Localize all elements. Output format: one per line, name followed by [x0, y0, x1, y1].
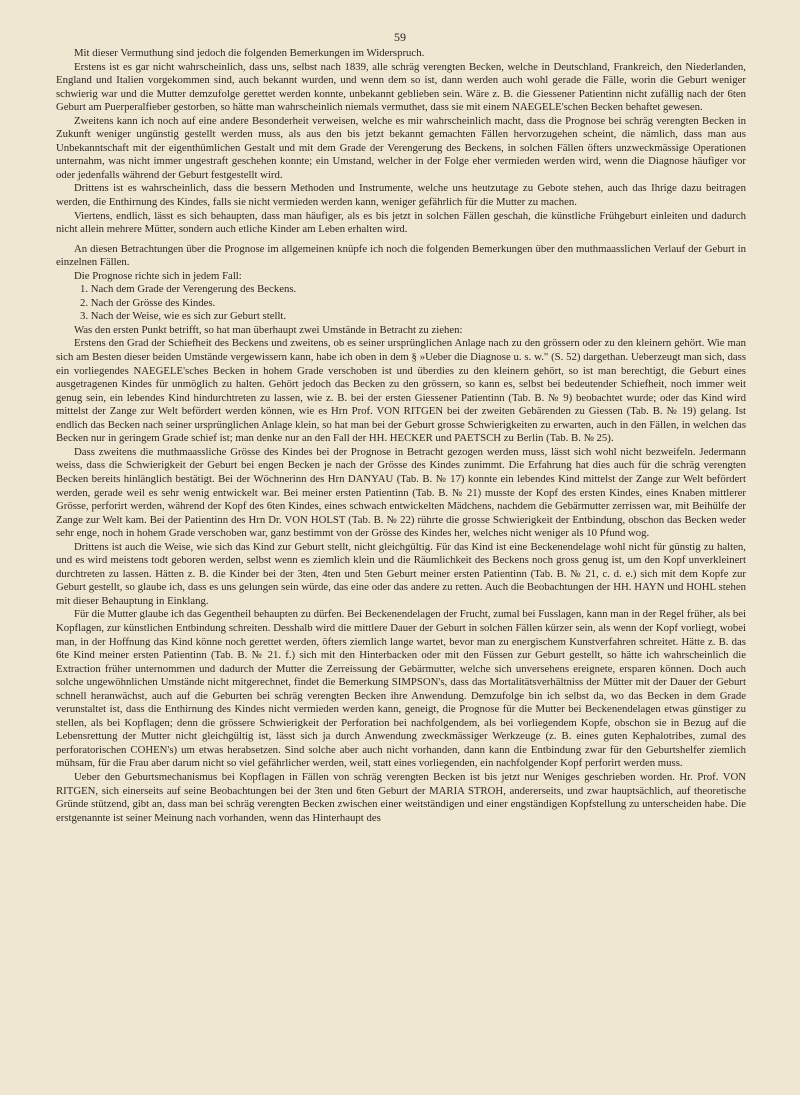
list-item: 1. Nach dem Grade der Verengerung des Beckens. — [80, 283, 297, 296]
paragraph: Drittens ist auch die Weise, wie sich das Kind zur Geburt stellt, nicht gleichgültig. Für das Kind ist eine Beckenendelage wohl nicht für günstig zu halten, und es wird meistens todt geboren werden, selbst wenn es ziemlich klein und die Räumlichkeit des Beckens noch gross genug ist, um den Kopf unverkleinert durchtreten zu lassen. Hätten z. B. die Kinder bei der 3ten, 4ten und 5ten Geburt meiner ersten Patientinn (Tab. B. № 21, c. d. e.) sich mit dem Kopfe zur Geburt gestellt, so glaube ich, dass es uns gelungen sein würde, das eine oder das andere zu retten. Auch die Beobachtungen der HH. HAYN und HOHL stehen mit dieser Behauptung in Einklang. — [56, 540, 746, 607]
paragraph: Die Prognose richte sich in jedem Fall: — [74, 269, 242, 282]
paragraph: Drittens ist es wahrscheinlich, dass die bessern Methoden und Instrumente, welche uns heutzutage zu Gebote stehen, auch das Ihrige dazu beitragen werden, die Enthirnung des Kindes, falls sie nicht vermieden werden kann, weniger gefährlich für die Mutter zu machen. — [56, 182, 746, 209]
paragraph: Ueber den Geburtsmechanismus bei Kopflagen in Fällen von schräg verengten Becken ist bis jetzt nur Weniges geschrieben worden. Hr. Prof. VON RITGEN, sich einerseits auf seine Beobachtungen bei der 3ten und 6ten Geburt der MARIA STROH, andererseits, und zwar hauptsächlich, auf theoretische Gründe stützend, gibt an, dass man bei schräg verengten Becken zwischen einer weitständigen und einer engständigen Kopfstellung zu unterscheiden habe. Die erstgenannte ist seiner Meinung nach vorhanden, wenn das Hinterhaupt des — [56, 770, 746, 824]
page-number: 59 — [394, 30, 406, 44]
list-item: 2. Nach der Grösse des Kindes. — [80, 296, 216, 309]
paragraph: Zweitens kann ich noch auf eine andere Besonderheit verweisen, welche es mir wahrscheinlich macht, dass die Prognose bei schräg verengten Becken in Zukunft weniger ungünstig gestellt werden muss, als aus den bis jetzt bekannt gemachten Fällen hervorzugehen scheint, die nämlich, dass man aus Unbekanntschaft mit der eigenthümlichen Gestalt und mit dem Grade der Verengerung des Beckens, in solchen Fällen öfters unzweckmässige Operationen unternahm, was nicht immer ungestraft geschehen konnte; ein Umstand, welcher in der Folge eher vermieden werden wird, wenn die Diagnose häufiger vor oder jedenfalls während der Geburt festgestellt wird. — [56, 114, 746, 181]
paragraph: Dass zweitens die muthmaassliche Grösse des Kindes bei der Prognose in Betracht gezogen werden muss, lässt sich wohl nicht bezweifeln. Jedermann weiss, dass die Schwierigkeit der Geburt bei engen Becken je nach der Grösse des Kindes zunimmt. Die Erfahrung hat dies auch für die schräg verengten Becken bereits hinlänglich bestätigt. Bei der Wöchnerinn des Hrn DANYAU (Tab. B. № 17) konnte ein lebendes Kind mittelst der Zange zur Welt befördert werden, gerade weil es sehr wenig entwickelt war. Bei meiner ersten Patientinn (Tab. B. № 21) musste der Kopf des ersten Kindes, eines Knaben mittlerer Grösse, perforirt werden, während der Kopf des 6ten Kindes, eines schwach entwickelten Mädchens, nachdem die Gebärmutter zerrissen war, mit Beihülfe der Zange zur Welt kam. Bei der Patientinn des Hrn Dr. VON HOLST (Tab. B. № 22) rührte die grosse Schwierigkeit der Entbindung, obschon das Becken weder sehr enge, noch in hohem Grade verschoben war, ganz bestimmt von der Grösse des Kindes her, welches nicht weniger als 10 Pfund wog. — [56, 445, 746, 540]
paragraph: Für die Mutter glaube ich das Gegentheil behaupten zu dürfen. Bei Beckenendelagen der Frucht, zumal bei Fusslagen, kann man in der Regel früher, als bei Kopflagen, zur künstlichen Entbindung schreiten. Desshalb wird die mittlere Dauer der Geburt in solchen Fällen kürzer sein, als wenn der Kopf vorliegt, wobei man, in der Hoffnung das Kind könne noch gerettet werden, öfters ziemlich lange wartet, bevor man zu energischem Kunstverfahren schreitet. Hätte z. B. das 6te Kind meiner ersten Patientinn (Tab. B. № 21. f.) sich mit den Hinterbacken oder mit den Füssen zur Geburt gestellt, so hätte ich wahrscheinlich die Extraction früher unternommen und dadurch der Mutter die Zerreissung der Gebärmutter, welche sich unversehens ereignete, ersparen können. Doch auch solche ungewöhnlichen Umstände nicht mitgerechnet, findet die Bemerkung SIMPSON's, dass das Mortalitätsverhältniss der Mütter mit der Dauer der Geburt schnell heranwächst, auch auf die Geburten bei schräg verengten Becken ihre Anwendung. Demzufolge bin ich selbst da, wo das Becken in dem Grade verunstaltet ist, dass die Enthirnung des Kindes nicht vermieden werden kann, geneigt, die Prognose für die Mutter bei Beckenendelagen etwas günstiger zu stellen, als bei Kopflagen; denn die grössere Schwierigkeit der Perforation bei nachfolgendem, als bei vorliegendem Kopfe, obschon sie in Bezug auf die Lebensrettung der Mutter nicht gleichgültig ist, lässt sich ja durch Anwendung zweckmässiger Werkzeuge (z. B. eines guten Kephalotribes, zumal des perforatorischen COHEN's) um etwas herabsetzen. Sind solche aber auch nicht vorhanden, dann kann die Entbindung zwar für den Geburtshelfer ziemlich mühsam, für die Frau aber darum nicht so viel gefährlicher werden, weil, statt eines vorliegenden, ein nachfolgender Kopf perforirt werden muss. — [56, 608, 746, 770]
paragraph: Mit dieser Vermuthung sind jedoch die folgenden Bemerkungen im Widerspruch. — [74, 47, 425, 59]
paragraph: Was den ersten Punkt betrifft, so hat man überhaupt zwei Umstände in Betracht zu ziehen: — [74, 323, 463, 336]
body-text — [56, 47, 746, 825]
paragraph: An diesen Betrachtungen über die Prognose im allgemeinen knüpfe ich noch die folgenden Bemerkungen über den muthmaasslichen Verlauf der Geburt in einzelnen Fällen. — [56, 242, 746, 269]
paragraph: Viertens, endlich, lässt es sich behaupten, dass man häufiger, als es bis jetzt in solchen Fällen geschah, die künstliche Frühgeburt einleiten und dadurch nicht allein mehrere Mütter, sondern auch etliche Kinder am Leben erhalten wird. — [56, 209, 746, 236]
paragraph: Erstens ist es gar nicht wahrscheinlich, dass uns, selbst nach 1839, alle schräg verengten Becken, welche in Deutschland, Frankreich, den Niederlanden, England und Italien vorgekommen sind, auch bekannt wurden, und wenn dem so ist, dann werden auch wohl gerade die Fälle, worin die Geburt weniger schwierig war und die Mutter demzufolge gerettet werden konnte, unbekannt geblieben sein. Wäre z. B. die Giessener Patientinn nicht zufällig nach der 6ten Geburt am Puerperalfieber gestorben, so hätte man wahrscheinlich niemals vermuthet, dass sie mit einem NAEGELE'schen Becken behaftet gewesen. — [56, 60, 746, 114]
paragraph: Erstens den Grad der Schiefheit des Beckens und zweitens, ob es seiner ursprünglichen Anlage nach zu den grössern oder zu den kleinern gehört. Wie man sich am Besten dieser beiden Umstände vergewissern kann, habe ich oben in dem § »Ueber die Diagnose u. s. w." (S. 52) dargethan. Ueberzeugt man sich, dass ein vorliegendes NAEGELE'sches Becken in hohem Grade verschoben ist und überdies zu den kleinern gehört, so ist man berechtigt, die Geburt eines ausgetragenen Kindes für unmöglich zu halten. Gehört jedoch das Becken zu den grössern, so kann es, selbst bei bedeutender Schiefheit, noch immer weit genug sein, ein lebendes Kind hindurchtreten zu lassen, wie z. B. bei der ersten Giessener Patientinn (Tab. B. № 9) beobachtet wurde; oder das Kind wird mittelst der Zange zur Welt befördert werden können, wie es Hrn Prof. VON RITGEN bei der zweiten Gebärenden zu Giessen (Tab. B. № 19) gelang. Ist endlich das Becken nach seiner ursprünglichen Anlage klein, so hat man bei der Geburt grosse Schwierigkeiten zu erwarten, auch in den Fällen, in welchen das Becken nur in geringem Grade schief ist; man denke nur an den Fall der HH. HECKER und PAETSCH zu Berlin (Tab. B. № 25). — [56, 337, 746, 445]
list-item: 3. Nach der Weise, wie es sich zur Geburt stellt. — [80, 310, 287, 323]
